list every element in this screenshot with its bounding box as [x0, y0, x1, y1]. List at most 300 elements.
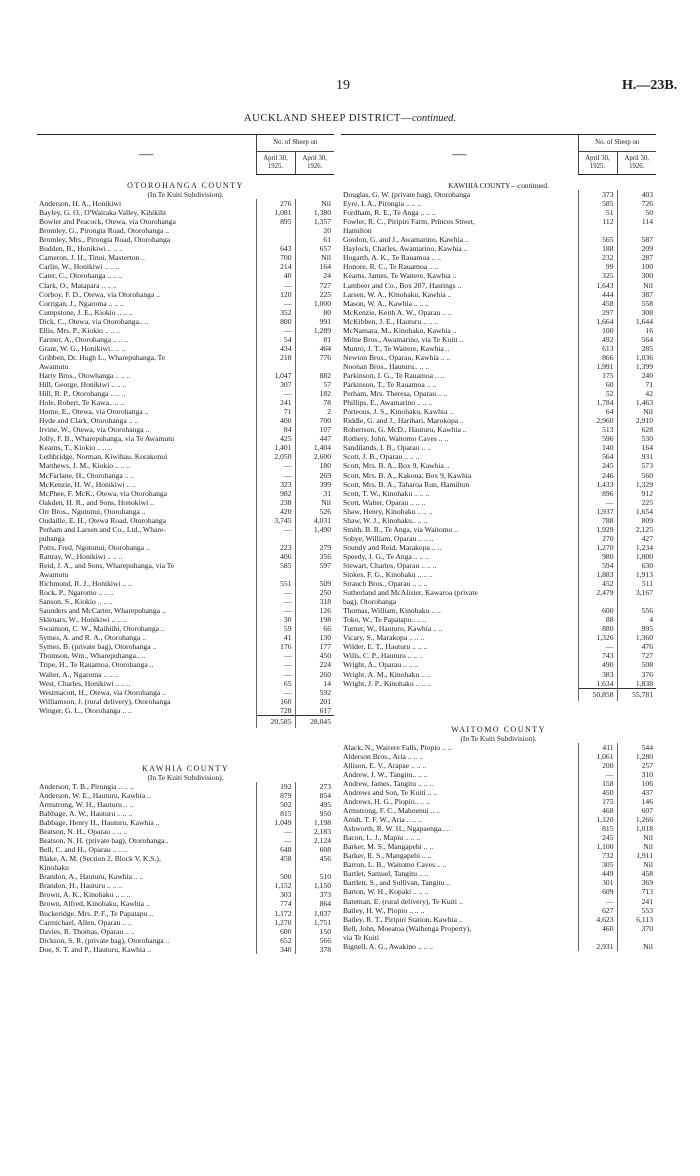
table-row [341, 597, 656, 606]
sheep-1925-cell: 1,643 [578, 281, 617, 290]
sheep-1926-cell: 700 [295, 416, 334, 425]
sheep-1926-cell: 558 [617, 299, 656, 308]
sheep-1926-cell: 882 [295, 371, 334, 380]
sheep-1926-cell: 776 [295, 353, 334, 362]
table-row [37, 326, 334, 335]
owner-name-cell: Carlin, W., Honikiwi .. .. .. [39, 262, 120, 272]
sheep-1925-cell: 648 [256, 845, 295, 854]
left-table-body [37, 175, 334, 954]
table-row [341, 860, 656, 869]
subdivision-heading-text: KAWHIA COUNTY—continued. [448, 181, 549, 190]
table-row [341, 543, 656, 552]
table-row [37, 588, 334, 597]
sheep-1925-cell: 120 [256, 290, 295, 299]
owner-name-cell: Dick, C., Otewa, via Otorohanga.. .. [39, 316, 149, 326]
sheep-1925-cell: 303 [256, 890, 295, 899]
table-row [37, 818, 334, 827]
sheep-1925-cell: 188 [578, 244, 617, 253]
sheep-1926-cell: 78 [295, 398, 334, 407]
sheep-1925-cell: 585 [256, 561, 295, 570]
spacer-row [341, 701, 656, 713]
county-heading [341, 725, 656, 734]
owner-name-cell: Alack, N., Wairere Falls, Piopio .. .. [343, 742, 452, 752]
owner-name-cell: Beatson, N. H., Oparau .. .. .. [39, 827, 128, 837]
owner-name-cell: Scott, Mrs. B. A., Box 9, Kawhia .. [343, 461, 450, 471]
table-row [341, 398, 656, 407]
table-row [37, 570, 334, 579]
owner-name-cell: Haylock, Charles, Awamarino, Kawhia .. [343, 244, 468, 254]
table-row [37, 800, 334, 809]
table-row [37, 854, 334, 863]
table-row [37, 443, 334, 452]
sheep-1926-cell [617, 933, 656, 942]
sheep-1925-cell: 245 [578, 833, 617, 842]
owner-name-cell: Potts, Fred, Ngutunui, Otorohanga .. [39, 542, 150, 552]
total-1926-cell: 28,045 [295, 715, 334, 728]
sheep-1926-cell: 6,113 [617, 915, 656, 924]
sheep-1925-cell: 1,270 [256, 918, 295, 927]
sheep-1925-cell: 65 [256, 679, 295, 688]
sheep-1925-cell: 896 [578, 489, 617, 498]
sheep-1925-cell: 218 [256, 353, 295, 362]
table-row [37, 290, 334, 299]
table-row [341, 788, 656, 797]
sheep-1926-cell: 1,399 [617, 362, 656, 371]
table-row [37, 827, 334, 836]
sheep-1926-cell [295, 570, 334, 579]
table-row [37, 380, 334, 389]
sheep-1925-cell: 1,991 [578, 362, 617, 371]
owner-name-cell: Matthews, J. M., Kiokio .. .. .. [39, 461, 131, 471]
sheep-1926-cell: 657 [295, 244, 334, 253]
sheep-1925-cell: 1,784 [578, 398, 617, 407]
sheep-1926-cell: 607 [617, 806, 656, 815]
sheep-1925-cell: 551 [256, 579, 295, 588]
sheep-1925-cell: 232 [578, 253, 617, 262]
table-row [341, 425, 656, 434]
owner-name-cell: Vicary, S., Marakopa .. .. .. [343, 633, 425, 643]
sheep-1926-cell: Nil [617, 860, 656, 869]
sheep-1925-cell: 140 [578, 443, 617, 452]
sheep-1926-cell: 308 [617, 308, 656, 317]
owner-name-cell: Soundy and Reid, Marakopa .. .. [343, 542, 442, 552]
table-row [37, 836, 334, 845]
owner-name-cell: Lethbridge, Norman, Kiwihau, Korakonui [39, 452, 168, 462]
owner-name-cell: Bowler and Peacock, Otewa, via Otorohanga [39, 217, 176, 227]
sheep-1926-cell: 250 [295, 588, 334, 597]
owner-name-cell: Corrigan, J., Ngaroma .. .. .. [39, 298, 124, 308]
sheep-1925-cell: 51 [578, 208, 617, 217]
sheep-1926-cell: 260 [295, 670, 334, 679]
sheep-1926-cell: 42 [617, 389, 656, 398]
table-row [341, 308, 656, 317]
table-row [37, 697, 334, 706]
sheep-1925-cell: — [578, 897, 617, 906]
sheep-1925-cell [256, 362, 295, 371]
sheep-1925-cell: 1,634 [578, 679, 617, 689]
table-row [341, 335, 656, 344]
sheep-1925-cell: 425 [256, 434, 295, 443]
sheep-1925-cell: 246 [578, 471, 617, 480]
owner-name-cell: Babbage, Henry H., Hauturu, Kawhia .. [39, 818, 160, 828]
sheep-1925-cell: 500 [256, 872, 295, 881]
owner-name-cell: Larsen, W. A., Kinohaku, Kawhia .. [343, 289, 452, 299]
sheep-1926-cell: 201 [295, 697, 334, 706]
table-row [37, 597, 334, 606]
table-row [341, 434, 656, 443]
table-row [37, 534, 334, 543]
table-row [37, 235, 334, 244]
sheep-1926-cell: 224 [295, 660, 334, 669]
sheep-1925-cell: — [256, 525, 295, 534]
owner-name-cell: Barron, L. B., Waitomo Caves .. .. [343, 860, 447, 870]
table-row [37, 317, 334, 326]
sheep-1926-cell: 912 [617, 489, 656, 498]
table-row [341, 452, 656, 461]
table-row [341, 525, 656, 534]
sheep-1925-cell: 411 [578, 743, 617, 752]
table-row [341, 461, 656, 470]
sheep-1925-cell: 64 [578, 407, 617, 416]
table-row [341, 933, 656, 942]
owner-name-cell: Bartlet, Samuel, Tangitu .. .. [343, 869, 429, 879]
sheep-table-right [341, 134, 656, 951]
owner-name-cell: Batley, H. W., Piopio .. .. .. [343, 905, 425, 915]
table-row [37, 909, 334, 918]
sheep-1926-cell: Nil [295, 498, 334, 507]
sheep-1926-cell: 727 [295, 281, 334, 290]
sheep-1926-cell: 447 [295, 434, 334, 443]
sheep-1926-cell: 1,911 [617, 851, 656, 860]
sheep-1926-cell: 2,600 [295, 452, 334, 461]
sheep-1925-cell: 176 [256, 642, 295, 651]
sheep-1925-cell [578, 933, 617, 942]
owner-name-cell: Sutherland and McAlister, Kawaroa (private [343, 588, 478, 598]
sheep-1925-cell: 192 [256, 782, 295, 791]
owner-name-cell: Hyde and Clark, Otorohanga .. .. [39, 416, 139, 426]
sheep-1926-cell: 1,404 [295, 443, 334, 452]
owner-name-cell: Cumpstone, J. E., Kiokio .. .. .. [39, 307, 133, 317]
sheep-1925-cell: 112 [578, 217, 617, 226]
sheep-1925-cell: 880 [578, 624, 617, 633]
owner-name-cell: Awamutu [39, 570, 69, 580]
owner-name-cell: bag), Otorohanga [343, 597, 397, 607]
sheep-1925-cell: 815 [256, 809, 295, 818]
table-row [341, 842, 656, 851]
sheep-count-header: No. of Sheep on [256, 135, 334, 152]
table-row [37, 918, 334, 927]
sheep-1926-cell: 100 [617, 262, 656, 271]
table-row [341, 262, 656, 271]
table-row [37, 651, 334, 660]
owner-name-cell: Carmichael, Allen, Oparau .. .. [39, 917, 132, 927]
owner-name-cell: Scott, J. B., Oparau .. .. .. [343, 452, 420, 462]
sheep-1926-cell: 114 [617, 217, 656, 226]
sheep-1926-cell: 1,380 [295, 208, 334, 217]
sheep-1926-cell: 476 [617, 642, 656, 651]
sheep-1926-cell: Nil [617, 407, 656, 416]
sheep-1926-cell: 107 [295, 425, 334, 434]
sheep-1925-cell: 223 [256, 543, 295, 552]
owner-name-cell: Bignell, A. G., Awakino .. .. .. [343, 941, 434, 951]
sheep-1925-cell [256, 226, 295, 235]
sheep-1926-cell: 50 [617, 208, 656, 217]
table-row [37, 872, 334, 881]
table-row [341, 570, 656, 579]
table-row [37, 434, 334, 443]
sheep-1925-cell: 613 [578, 344, 617, 353]
sheep-1925-cell: 2,931 [578, 942, 617, 951]
sheep-1925-cell: 325 [578, 271, 617, 280]
table-row [341, 217, 656, 226]
table-row [341, 407, 656, 416]
sheep-1926-cell: 370 [617, 924, 656, 933]
sheep-1925-cell: 1,937 [578, 507, 617, 516]
sheep-1925-cell: 1,401 [256, 443, 295, 452]
table-row [341, 389, 656, 398]
right-column [341, 134, 656, 951]
table-row [37, 706, 334, 716]
sheep-1926-cell [295, 534, 334, 543]
right-table-body [341, 175, 656, 951]
owner-name-cell: Rattray, W., Honikiwi .. .. .. [39, 551, 123, 561]
left-column [37, 134, 334, 954]
table-row [341, 761, 656, 770]
sheep-1926-cell [617, 226, 656, 235]
subdivision-heading [37, 773, 334, 782]
sheep-1926-cell: 1,000 [617, 552, 656, 561]
owner-name-cell: Swainson, C. W., Maihiihi, Otorohanga .. [39, 624, 165, 634]
owner-name-cell: Sklenars, W., Honikiwi .. .. .. [39, 615, 127, 625]
owner-name-cell: Bromley, Mrs., Pirongia Road, Otorohanga [39, 235, 171, 245]
sheep-1925-cell: 238 [256, 498, 295, 507]
owner-name-cell: Brown, A. K., Kinohaku .. .. .. [39, 890, 131, 900]
sheep-1925-cell [256, 570, 295, 579]
sheep-1925-cell: 30 [256, 615, 295, 624]
table-row [37, 633, 334, 642]
sheep-1925-cell: 1,061 [578, 752, 617, 761]
sheep-1926-cell: 1,357 [295, 217, 334, 226]
table-row [37, 561, 334, 570]
owner-name-cell: McPhee, F. McK., Otewa, via Otorohanga [39, 488, 168, 498]
table-row [37, 416, 334, 425]
sheep-1926-cell: 241 [617, 897, 656, 906]
sheep-1926-cell: 2,910 [617, 416, 656, 425]
sheep-1926-cell: 198 [295, 615, 334, 624]
county-heading-text: WAITOMO COUNTY [451, 724, 546, 734]
table-row [37, 552, 334, 561]
sheep-1925-cell: 245 [578, 461, 617, 470]
sheep-1926-cell: 257 [617, 761, 656, 770]
sheep-1926-cell: 164 [295, 262, 334, 271]
table-row [341, 489, 656, 498]
sheep-1925-cell: 59 [256, 624, 295, 633]
subdivision-heading-text: (In Te Kuiti Subdivision). [147, 772, 224, 782]
table-row [341, 869, 656, 878]
sheep-1926-cell: 511 [617, 579, 656, 588]
owner-name-cell: Sandilands, I. B., Oparau .. .. [343, 443, 431, 453]
owner-name-cell: Orr Bros., Ngutunui, Otorohanga .. [39, 506, 146, 516]
sheep-1926-cell: 2,124 [295, 836, 334, 845]
table-row [37, 208, 334, 217]
owner-name-cell: Sanson, S., Kiokio .. .. .. [39, 597, 113, 607]
owner-name-cell: Awamutu [39, 361, 69, 371]
subdivision-heading-text: (In Te Kuiti Subdivision). [460, 733, 537, 743]
sheep-1926-cell: 399 [295, 480, 334, 489]
owner-name-cell: Shaw, Henry, Kinohaku .. .. .. [343, 506, 433, 516]
sheep-1925-cell: 276 [256, 199, 295, 208]
table-row [341, 371, 656, 380]
sheep-1926-cell: 31 [295, 489, 334, 498]
owner-name-cell: Eyre, I. A., Pirongia .. .. .. [343, 199, 422, 209]
sheep-1925-cell: 41 [256, 633, 295, 642]
sheep-1925-cell: 502 [256, 800, 295, 809]
sheep-count-header: No. of Sheep on [578, 135, 656, 152]
sheep-1926-cell: 300 [617, 271, 656, 280]
sheep-1925-cell: 1,049 [256, 818, 295, 827]
owner-name-cell: Cater, C., Otorohanga .. .. .. [39, 271, 123, 281]
owner-name-cell: Richmond, R. J., Honikiwi .. .. [39, 579, 133, 589]
owner-name-cell: Oakden, H. R., and Sons, Honokiwi .. [39, 497, 154, 507]
sheep-1926-cell: 464 [295, 344, 334, 353]
owner-name-cell: McKenzie, H. W., Honikiwi .. .. [39, 479, 136, 489]
owner-name-cell: Horne, E., Otewa, via Otorohanga .. [39, 407, 149, 417]
owner-name-cell: Parkinson, T., Te Rauamoa .. .. [343, 380, 437, 390]
owner-name-cell: puhanga [39, 533, 65, 543]
sheep-1926-cell: 1,463 [617, 398, 656, 407]
owner-name-cell: Gribben, Dr. Hugh L., Wharepuhanga, Te [39, 352, 166, 362]
owner-name-cell: McKenzie, Keith A. W., Oparau .. .. [343, 307, 452, 317]
sheep-1925-cell: 513 [578, 425, 617, 434]
owner-name-cell: Allison, E. V., Arapae .. .. .. [343, 760, 427, 770]
subdivision-heading [341, 181, 656, 190]
sheep-1925-cell: 40 [256, 271, 295, 280]
sheep-1926-cell: 287 [617, 253, 656, 262]
owner-name-cell: Wills, C. P., Hauturu .. .. .. [343, 651, 423, 661]
owner-name-cell: Fowler, R. C., Piripiri Farm, Princes Street, [343, 217, 475, 227]
spacer-row [37, 752, 334, 764]
table-row [37, 660, 334, 669]
sheep-1926-cell: 1,644 [617, 317, 656, 326]
table-row [37, 507, 334, 516]
sheep-1925-cell [256, 235, 295, 244]
sheep-1926-cell: 809 [617, 516, 656, 525]
sheep-1925-cell: 879 [256, 791, 295, 800]
owner-name-cell: Blake, A. M. (Section 2, Block V, K.S.), [39, 854, 161, 864]
sheep-1926-cell: 950 [295, 809, 334, 818]
table-row [37, 845, 334, 854]
table-row [341, 579, 656, 588]
owner-name-cell: Williamson, J. (rural delivery), Otorohanga [39, 696, 171, 706]
table-row [37, 262, 334, 271]
sheep-1925-cell: 60 [578, 380, 617, 389]
table-row [341, 226, 656, 235]
sheep-1925-cell: 1,120 [578, 815, 617, 824]
sheep-1925-cell: 564 [578, 452, 617, 461]
table-row [341, 253, 656, 262]
sheep-1925-cell: 373 [578, 190, 617, 199]
county-heading [37, 181, 334, 190]
sheep-1925-cell: 88 [578, 615, 617, 624]
table-row [341, 353, 656, 362]
sheep-1926-cell: Nil [617, 942, 656, 951]
page-number: 19 [336, 78, 350, 93]
sheep-1925-cell: 866 [578, 353, 617, 362]
sheep-1926-cell: 437 [617, 788, 656, 797]
sheep-1925-cell: 100 [578, 326, 617, 335]
owner-name-cell: Turner, W., Hauturu, Kawhia .. .. [343, 624, 443, 634]
table-row [37, 615, 334, 624]
sheep-1925-cell: 492 [578, 335, 617, 344]
sheep-1925-cell: 52 [578, 389, 617, 398]
table-row [341, 624, 656, 633]
table-row [341, 344, 656, 353]
sheep-1926-cell: 279 [295, 543, 334, 552]
sheep-1925-cell: 1,664 [578, 317, 617, 326]
owner-name-cell: Bartlett, S., and Sullivan, Tangitu .. [343, 878, 451, 888]
owner-name-cell: Brandon, H., Hauturu .. .. .. [39, 881, 123, 891]
sheep-1925-cell [256, 863, 295, 872]
table-row [341, 770, 656, 779]
table-row [37, 927, 334, 936]
table-row [37, 425, 334, 434]
sheep-1926-cell: 164 [617, 443, 656, 452]
sheep-1925-cell: 565 [578, 235, 617, 244]
county-heading-text: OTOROHANGA COUNTY [127, 181, 244, 190]
sheep-1925-cell: 3,745 [256, 516, 295, 525]
sheep-1925-cell: 452 [578, 579, 617, 588]
sheep-1926-cell: 1,150 [295, 881, 334, 890]
sheep-1926-cell: 150 [295, 927, 334, 936]
sheep-1926-cell: 1,289 [295, 326, 334, 335]
sheep-1925-cell: 1,100 [578, 842, 617, 851]
table-row [37, 498, 334, 507]
table-row [341, 199, 656, 208]
owner-name-cell: Walter, A., Ngaroma .. .. .. [39, 669, 119, 679]
sheep-1926-cell: 1,037 [295, 909, 334, 918]
owner-name-cell: Barker, R. S., Mangapehi .. .. [343, 851, 432, 861]
sheep-1925-cell: 788 [578, 516, 617, 525]
table-row [341, 670, 656, 679]
owner-name-cell: Riddle, G. and J., Harihari, Marokopa .. [343, 416, 464, 426]
sheep-1926-cell: 566 [295, 936, 334, 945]
sheep-1925-cell: — [578, 770, 617, 779]
owner-name-cell: Andrew, James, Tangitu .. .. .. [343, 778, 434, 788]
table-row [37, 516, 334, 525]
table-row [341, 281, 656, 290]
owner-name-cell: Rothery, John, Waitomo Caves .. .. [343, 434, 449, 444]
sheep-1926-cell: 273 [295, 782, 334, 791]
sheep-1925-cell: 980 [578, 552, 617, 561]
sheep-1925-cell: 297 [578, 308, 617, 317]
subdivision-heading-text: (In Te Kuiti Subdivision). [147, 190, 224, 200]
sheep-1926-cell: 80 [295, 308, 334, 317]
table-row [341, 878, 656, 887]
owner-name-cell: Toko, W., Te Papatapu.. .. .. [343, 615, 427, 625]
sheep-1925-cell: — [256, 326, 295, 335]
table-row [37, 489, 334, 498]
page-title [0, 113, 700, 124]
owner-name-cell: Anderson, H. A., Honikiwi [39, 199, 122, 209]
table-row [37, 881, 334, 890]
owner-name-cell: Lambeer and Co., Box 207, Hastings .. [343, 280, 462, 290]
owner-name-cell: Beatson, N. H. (private bag), Otorohanga.. [39, 836, 169, 846]
table-row [37, 543, 334, 552]
sheep-1926-cell: 1,280 [617, 752, 656, 761]
table-row [341, 480, 656, 489]
owner-name-cell: Wilder, E. T., Hauturu .. .. .. [343, 642, 428, 652]
sheep-1926-cell: 544 [617, 743, 656, 752]
